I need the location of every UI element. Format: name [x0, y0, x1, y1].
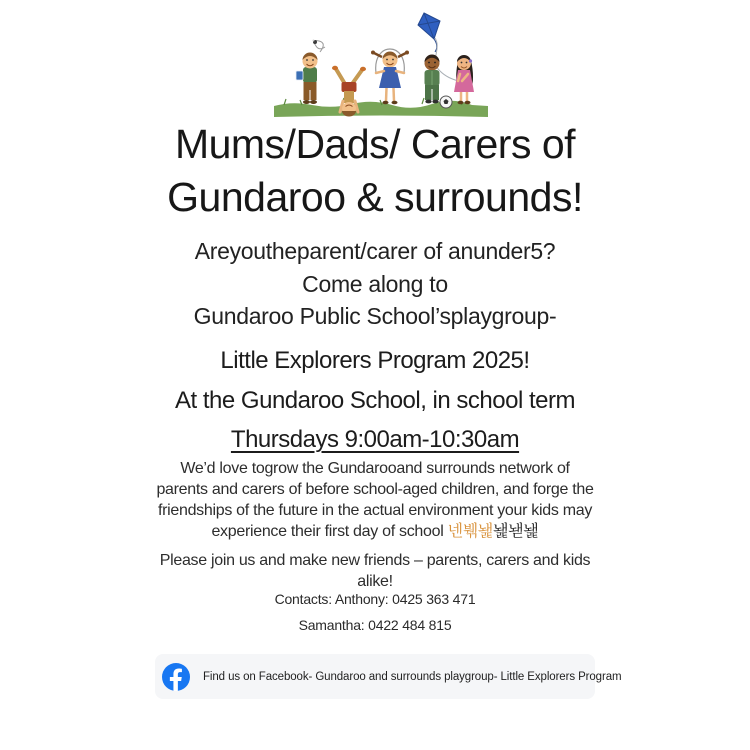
description-line2: parents and carers of before school-aged children, and forge the	[156, 481, 594, 498]
invitation	[0, 550, 750, 592]
facebook-banner-text: Find us on Facebook- Gundaroo and surrounds playgroup- Little Explorers Program	[203, 670, 622, 683]
intro-question: Areyoutheparent/carer of anunder5?	[194, 238, 556, 264]
child-reading	[296, 53, 318, 104]
intro-host: Gundaroo Public School’splaygroup-	[193, 303, 557, 329]
description-line3: friendships of the future in the actual environment your kids may	[157, 502, 593, 519]
main-heading-line1: Mums/Dads/ Carers of	[174, 121, 576, 167]
contact-samantha: Samantha: 0422 484 815	[298, 617, 452, 633]
invitation-line1: Please join us and make new friends – parents, carers and kids	[159, 552, 591, 569]
hero-illustration	[272, 11, 490, 119]
facebook-banner	[155, 654, 622, 699]
child-football	[425, 55, 453, 109]
child-skipping	[371, 49, 409, 104]
children-playing-graphic	[272, 11, 490, 119]
emoji-fallback-black: 놽놷놽	[493, 523, 539, 540]
emoji-fallback-orange: 넨붺놽	[447, 523, 494, 540]
description-paragraph	[0, 458, 750, 542]
description-line4	[0, 521, 750, 542]
facebook-icon	[162, 663, 190, 691]
program-title: Little Explorers Program 2025!	[220, 347, 530, 374]
intro-invite: Come along to	[302, 271, 448, 297]
program-location: At the Gundaroo School, in school term	[175, 387, 575, 414]
description-line4-text: experience their first day of school	[211, 523, 448, 540]
invitation-line2: alike!	[357, 573, 393, 590]
program-schedule	[0, 428, 750, 452]
contact-anthony: Contacts: Anthony: 0425 363 471	[274, 591, 476, 607]
child-kite-flyer	[454, 55, 474, 104]
main-heading-line2: Gundaroo & surrounds!	[167, 174, 583, 220]
description-line1: We’d love togrow the Gundarooand surrounds network of	[180, 460, 570, 477]
bee-icon	[313, 40, 326, 53]
program-schedule-text: Thursdays 9:00am-10:30am	[230, 426, 520, 453]
